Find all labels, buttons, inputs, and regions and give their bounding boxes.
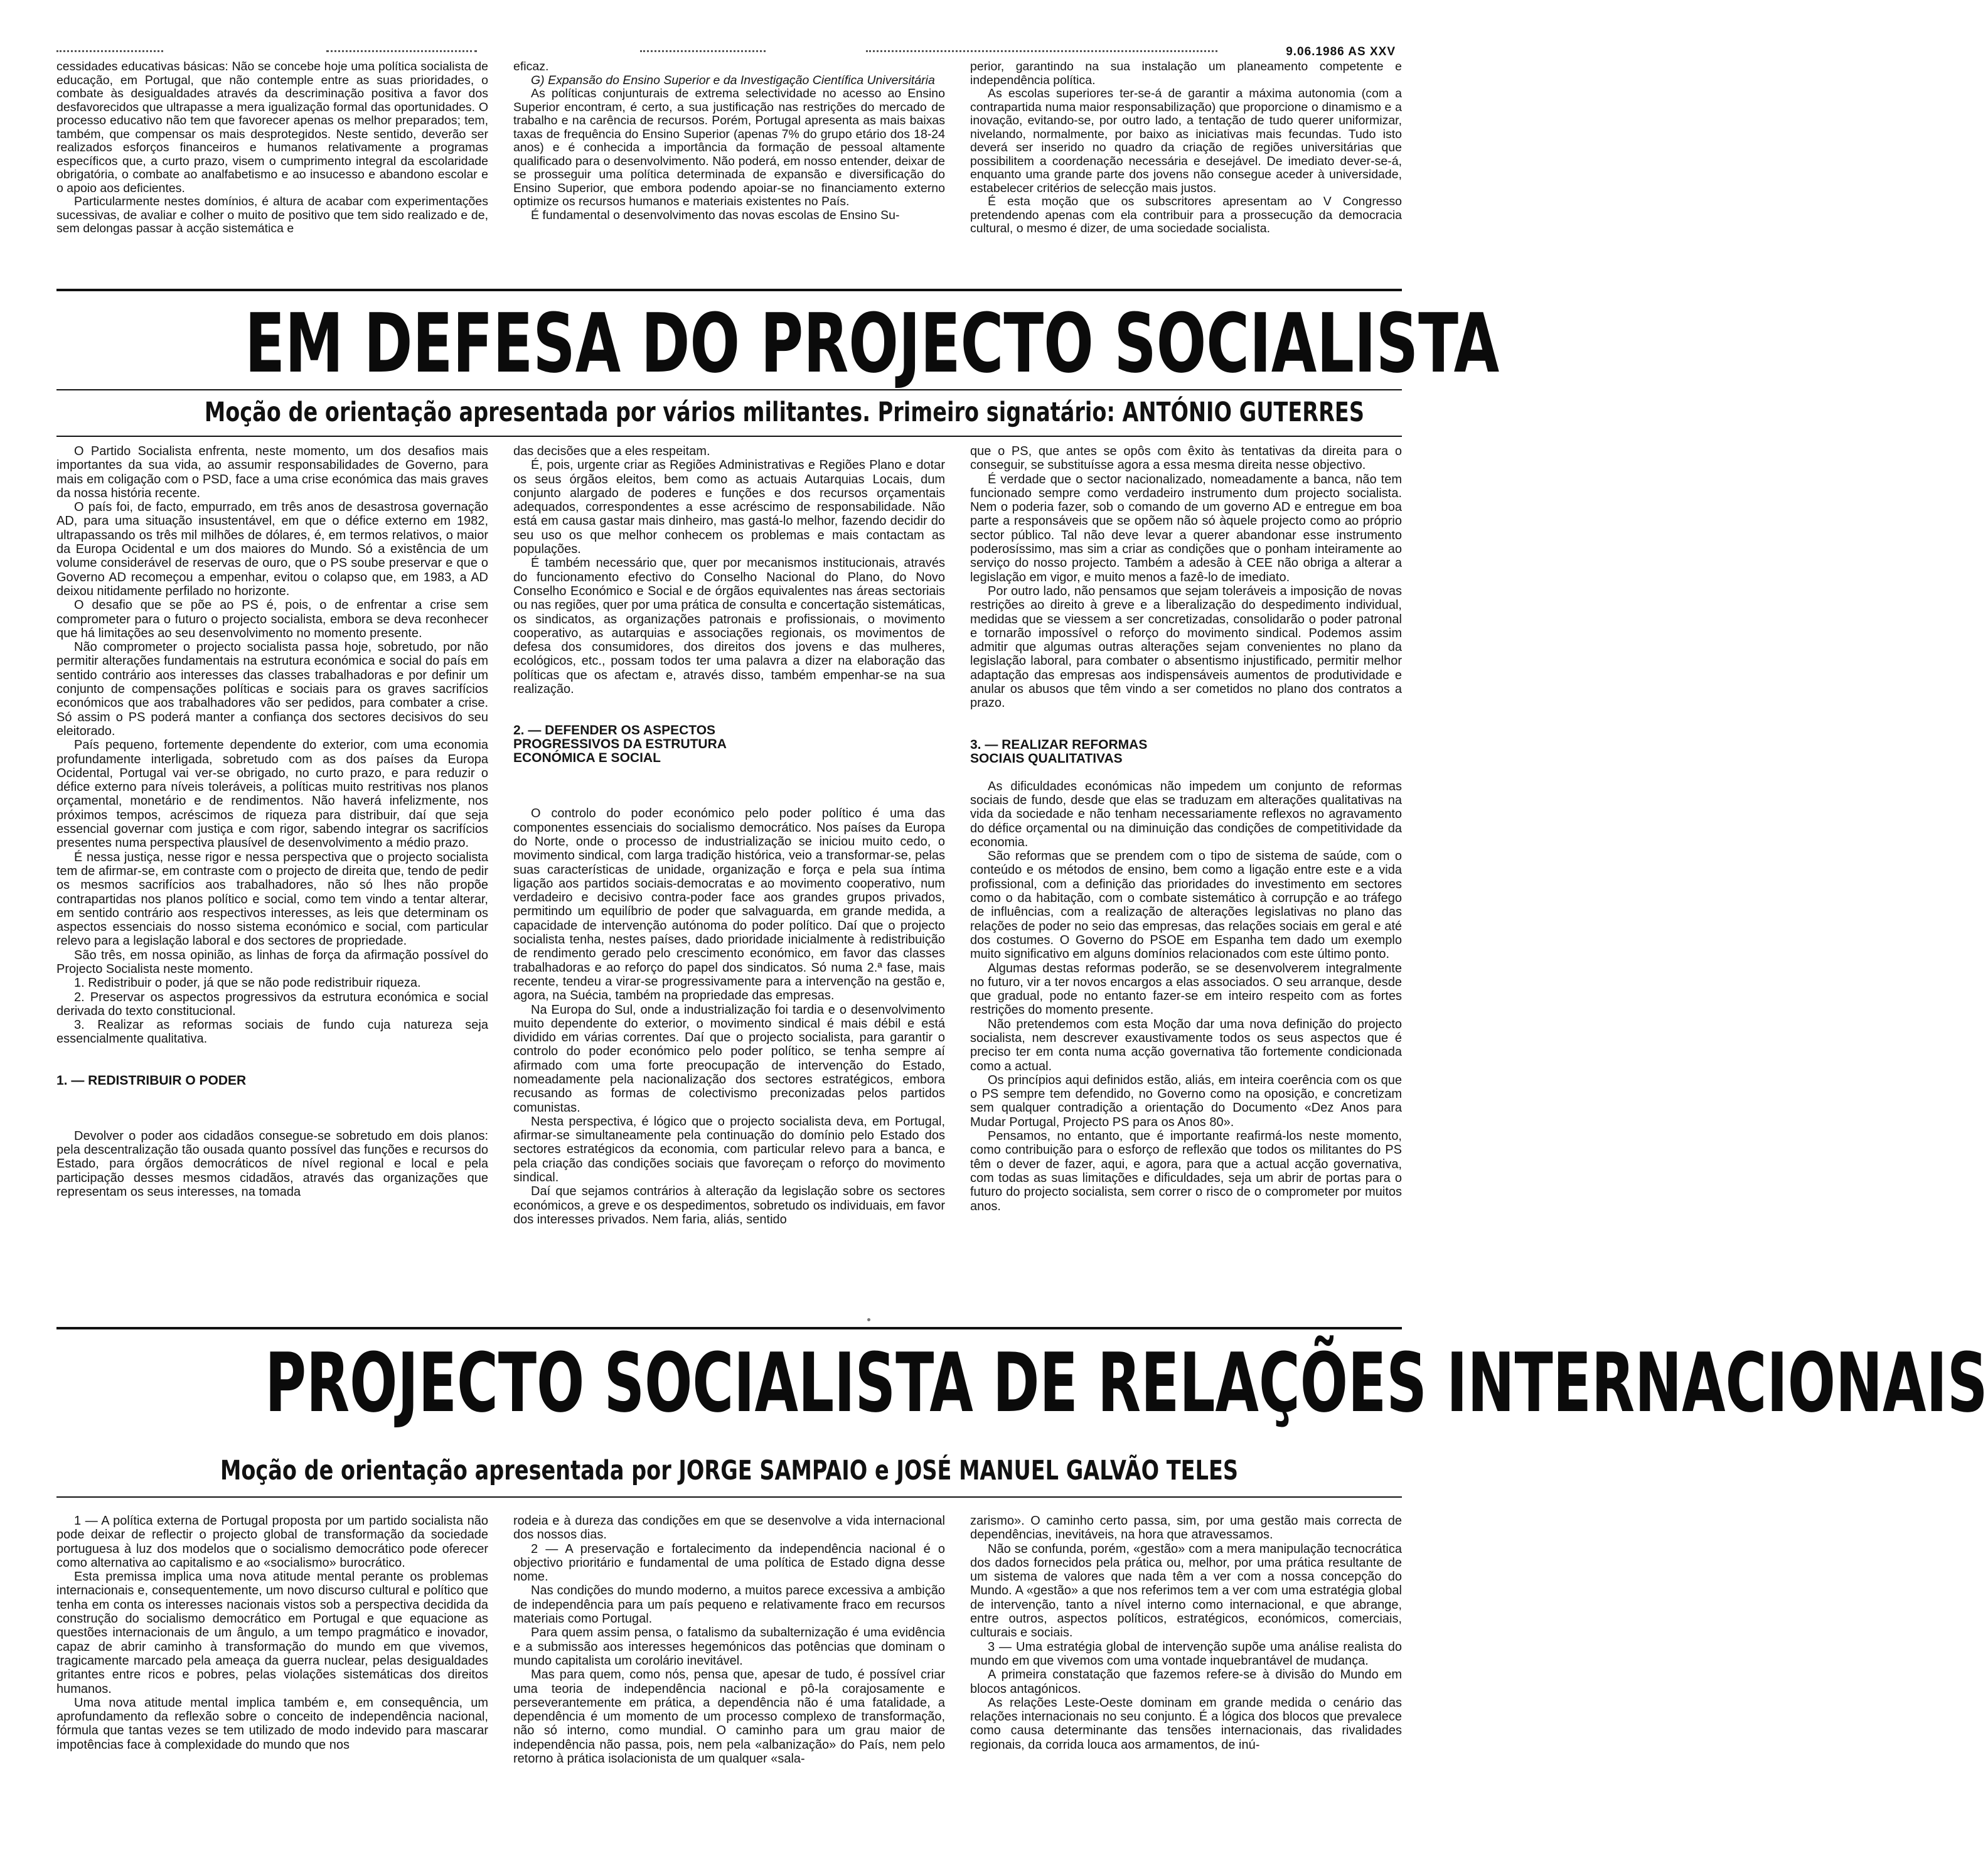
section-rule-middle (56, 1327, 1402, 1329)
paragraph: Os princípios aqui definidos estão, aliás, em inteira coerência com os que o PS sempre tem defendido, no Governo como na oposição, e concretizam sem qualquer contradição a orientação do Documento «Dez Anos para Mudar Portugal, Projecto PS para os Anos 80». (970, 1073, 1402, 1129)
subsection-heading: G) Expansão do Ensino Superior e da Investigação Científica Universitária (531, 73, 935, 87)
paragraph: É verdade que o sector nacionalizado, nomeadamente a banca, não tem funcionado sempre como verdadeiro instrumento dum projecto socialista. Nem o poderia fazer, sob o comando de um governo AD e entregue em boa parte a responsáveis que se opõem não só àquele projecto como ao próprio sector público. Tal não deve levar a querer abandonar esse instrumento poderosíssimo, mas sim a criar as condições que o ponham inteiramente ao serviço do nosso projecto. Também a adesão à CEE não obriga a alterar a legislação em vigor, e muito menos a fazê-lo de imediato. (970, 472, 1402, 584)
paragraph: São três, em nossa opinião, as linhas de força da afirmação possível do Projecto Socialista neste momento. (56, 948, 488, 976)
paragraph: Mas para quem, como nós, pensa que, apesar de tudo, é possível criar uma teoria de independência nacional e pô-la corajosamente e perseverantemente em prática, a dependência não é uma fatalidade, a dependência é um momento de um processo complexo de transformação, não só interno, como mundial. O caminho para um grau maior de independência não passa, pois, nem pela «albanização» do País, nem pelo retorno à prática isolacionista de um qualquer «sala- (513, 1668, 945, 1766)
paragraph: As políticas conjunturais de extrema selectividade no acesso ao Ensino Superior encontram, é certo, a sua justificação nas restrições do mercado de trabalho e na carência de recursos. Porém, Portugal apresenta as mais baixas taxas de frequência do Ensino Superior (apenas 7% do grupo etário dos 18-24 anos) e é conhecida a importância da formação de pessoal altamente qualificado para o desenvolvimento. Não poderá, em nosso entender, deixar de se prosseguir uma política determinada de expansão e diversificação do Ensino Superior, que embora podendo apoiar-se no financiamento externo optimize os recursos humanos e materiais existentes no País. (513, 87, 945, 208)
article-relacoes-internacionais (56, 1514, 1402, 1840)
top-dotted-rule-mid (326, 50, 477, 52)
paragraph: As escolas superiores ter-se-á de garantir a máxima autonomia (com a contrapartida numa maior responsabilização) que proporcione o dinamismo e a inovação, evitando-se, por outro lado, a tentação de tudo querer uniformizar, nivelando, normalmente, por baixo as iniciativas mais fecundas. Tudo isto deverá ser inserido no quadro da criação de regiões universitárias que possibilitem a coordenação necessária e desejável. De imediato dever-se-á, enquanto uma grande parte dos jovens não consegue aceder à universidade, estabelecer critérios de selecção mais justos. (970, 87, 1402, 195)
paragraph: O país foi, de facto, empurrado, em três anos de desastrosa governação AD, para uma situação insustentável, em que o défice externo em 1982, ultrapassando os três mil milhões de dólares, é, em termos relativos, o maior da Europa Ocidental e um dos maiores do Mundo. Só a existência de um volume considerável de reservas de ouro, que o PS soube preservar e que o Governo AD recomeçou a empenhar, evitou o colapso que, em 1983, a AD deixou nitidamente perfilado no horizonte. (56, 500, 488, 598)
paragraph: Devolver o poder aos cidadãos consegue-se sobretudo em dois planos: pela descentralização tão ousada quanto possível das funções e recursos do Estado, para órgãos democráticos de nível regional e local e pela participação desses mesmos cidadãos, através das organizações que representam os seus interesses, na tomada (56, 1129, 488, 1199)
top-dotted-rule-left (56, 50, 163, 52)
headline-projecto-socialista: EM DEFESA DO PROJECTO SOCIALISTA (245, 296, 1500, 391)
paragraph: Para quem assim pensa, o fatalismo da subalternização é uma evidência e a submissão aos interesses hegemónicos das potências que dominam o mundo capitalista um corolário inevitável. (513, 1626, 945, 1668)
article1-column-3 (970, 444, 1402, 1298)
paragraph: 2 — A preservação e fortalecimento da independência nacional é o objectivo prioritário e fundamental de uma política de Estado digna desse nome. (513, 1542, 945, 1584)
paragraph: 3 — Uma estratégia global de intervenção supõe uma análise realista do mundo em que vivemos com uma vontade inquebrantável de mudança. (970, 1640, 1402, 1668)
article2-column-3 (970, 1514, 1402, 1840)
paragraph: Daí que sejamos contrários à alteração da legislação sobre os sectores económicos, a greve e os despedimentos, sobretudo os individuais, em favor dos interesses privados. Nem faria, aliás, sentido (513, 1184, 945, 1227)
headline-underline (56, 389, 1402, 390)
list-item: 3. Realizar as reformas sociais de fundo cuja natureza seja essencialmente qualitativa. (56, 1018, 488, 1046)
article1-column-2 (513, 444, 945, 1298)
paragraph: perior, garantindo na sua instalação um planeamento competente e independência política. (970, 60, 1402, 87)
headline-relacoes-internacionais: PROJECTO SOCIALISTA DE RELAÇÕES INTERNACIONAIS (265, 1335, 1988, 1431)
deck2-underline (56, 1496, 1402, 1498)
print-speck (867, 1318, 870, 1321)
paragraph: Particularmente nestes domínios, é altura de acabar com experimentações sucessivas, de avaliar e colher o muito de positivo que tem sido realizado e de, sem delongas passar à acção sistemática e (56, 195, 488, 235)
deck-sampaio: Moção de orientação apresentada por JORGE SAMPAIO e JOSÉ MANUEL GALVÃO TELES (220, 1455, 1239, 1486)
article-em-defesa (56, 444, 1402, 1298)
section-rule-top (56, 289, 1402, 291)
continued-article (56, 60, 1402, 272)
section-heading: 1. — REDISTRIBUIR O PODER (56, 1073, 247, 1088)
paragraph: São reformas que se prendem com o tipo de sistema de saúde, com o conteúdo e os métodos de ensino, bem como a ligação entre este e a vida profissional, com a definição das prioridades do investimento em sectores como o da habitação, com o combate sistemático à corrupção e ao tráfego de influências, com a realização de alterações legislativas no plano das relações de poder no seio das empresas, das relações sociais em geral e até dos costumes. O Governo do PSOE em Espanha tem dado um exemplo muito significativo em alguns domínios relacionados com este último ponto. (970, 849, 1402, 962)
paragraph: Na Europa do Sul, onde a industrialização foi tardia e o desenvolvimento muito dependente do exterior, o movimento sindical é mais débil e está dividido em várias correntes. Daí que o projecto socialista, para garantir o controlo do poder económico pelo poder político, se tenha sempre aí afirmado com uma forte preocupação de intervenção do Estado, nomeadamente pela nacionalização dos sectores estratégicos, embora recusando as formas de colectivismo preconizadas pelos partidos comunistas. (513, 1002, 945, 1115)
paragraph: cessidades educativas básicas: Não se concebe hoje uma política socialista de educação, em Portugal, que não contemple entre as suas prioridades, o combate às desigualdades através da descriminação positiva a favor dos desfavorecidos que ultrapasse a mera igualização formal das oportunidades. O processo educativo não tem que favorecer apenas os melhor preparados; tem, também, que compensar os mais desprotegidos. Neste sentido, deverão ser realizados esforços financeiros e humanos relativamente a programas específicos que, a curto prazo, visem o cumprimento integral da escolaridade obrigatória, o combate ao analfabetismo e ao insucesso e abandono escolar e o apoio aos deficientes. (56, 60, 488, 195)
article2-column-2 (513, 1514, 945, 1840)
paragraph: É fundamental o desenvolvimento das novas escolas de Ensino Su- (531, 208, 900, 222)
deck-guterres: Moção de orientação apresentada por vários militantes. Primeiro signatário: ANTÓNIO GUTERRES (204, 397, 1364, 428)
paragraph: Nas condições do mundo moderno, a muitos parece excessiva a ambição de independência para um país pequeno e relativamente fraco em recursos materiais como Portugal. (513, 1584, 945, 1626)
top-dotted-rule-right (866, 50, 1217, 52)
paragraph: 1 — A política externa de Portugal proposta por um partido socialista não pode deixar de reflectir o projecto global de transformação da sociedade portuguesa à luz dos modelos que o socialismo democrático pode oferecer como alternativa ao capitalismo e ao «socialismo» burocrático. (56, 1514, 488, 1570)
list-item: 1. Redistribuir o poder, já que se não pode redistribuir riqueza. (74, 976, 421, 990)
paragraph: que o PS, que antes se opôs com êxito às tentativas da direita para o conseguir, se substituísse agora a essa mesma direita nesse objectivo. (970, 444, 1402, 473)
paragraph: A primeira constatação que fazemos refere-se à divisão do Mundo em blocos antagónicos. (970, 1668, 1402, 1696)
paragraph: O Partido Socialista enfrenta, neste momento, um dos desafios mais importantes da sua vida, ao assumir responsabilidades de Governo, para mais em coligação com o PSD, face a uma crise económica das mais graves da nossa história recente. (56, 444, 488, 500)
paragraph: Esta premissa implica uma nova atitude mental perante os problemas internacionais e, consequentemente, um novo discurso cultural e político que tenha em conta os interesses nacionais vistos sob a perspectiva decidida da construção do socialismo democrático em Portugal e que equacione as questões internacionais de um ângulo, a um tempo pragmático e inovador, capaz de abrir caminho à transformação do mundo em que vivemos, tragicamente marcado pela ameaça da guerra nuclear, pelas desigualdades gritantes entre ricos e pobres, pelas violações sistemáticas dos direitos humanos. (56, 1570, 488, 1696)
section-heading: 3. — REALIZAR REFORMAS SOCIAIS QUALITATIVAS (970, 737, 1148, 766)
continued-column-1 (56, 60, 488, 272)
paragraph: Por outro lado, não pensamos que sejam toleráveis a imposição de novas restrições ao direito à greve e a liberalização do despedimento individual, medidas que se viessem a ser concretizadas, consolidarão o poder patronal e tornarão impossível o reforço do movimento sindical. Podemos assim admitir que algumas outras alterações sejam convenientes no plano da legislação laboral, para combater o absentismo injustificado, permitir melhor adaptação das empresas aos indispensáveis aumentos de produtividade e anular os abusos que têm vindo a ser cometidos no plano dos contratos a prazo. (970, 584, 1402, 711)
paragraph: zarismo». O caminho certo passa, sim, por uma gestão mais correcta de dependências, inevitáveis, na hora que atravessamos. (970, 1514, 1402, 1542)
paragraph: Não comprometer o projecto socialista passa hoje, sobretudo, por não permitir alterações fundamentais na estrutura económica e social do país em sentido contrário aos interesses das classes trabalhadoras e por definir um conjunto de compensações políticas e sociais para os graves sacrifícios económicos que aos trabalhadores vão ser pedidos, para combater a crise. Só assim o PS poderá manter a confiança dos sectores decisivos do seu eleitorado. (56, 640, 488, 738)
article2-column-1 (56, 1514, 488, 1840)
paragraph: rodeia e à dureza das condições em que se desenvolve a vida internacional dos nossos dias. (513, 1514, 945, 1542)
paragraph: As dificuldades económicas não impedem um conjunto de reformas sociais de fundo, desde que elas se traduzam em alterações qualitativas na vida da sociedade e não tenham necessariamente reflexos no agravamento do défice orçamental ou na diminuição das condições de competitividade da economia. (970, 779, 1402, 849)
continued-column-3 (970, 60, 1402, 272)
paragraph: eficaz. (513, 60, 549, 73)
paragraph: Não pretendemos com esta Moção dar uma nova definição do projecto socialista, nem descrever exaustivamente todos os seus aspectos que é preciso ter em conta numa acção governativa tão fortemente condicionada como a actual. (970, 1017, 1402, 1073)
paragraph: das decisões que a eles respeitam. (513, 444, 710, 458)
paragraph: O desafio que se põe ao PS é, pois, o de enfrentar a crise sem comprometer para o futuro o projecto socialista, embora se deva reconhecer que há limitações ao seu desenvolvimento no momento presente. (56, 598, 488, 640)
paragraph: As relações Leste-Oeste dominam em grande medida o cenário das relações internacionais no seu conjunto. É a lógica dos blocos que prevalece como causa determinante das tensões internacionais, das rivalidades regionais, da corrida louca aos armamentos, de inú- (970, 1695, 1402, 1752)
paragraph: Nesta perspectiva, é lógico que o projecto socialista deva, em Portugal, afirmar-se simultaneamente pela continuação do domínio pelo Estado dos sectores estratégicos da economia, com particular relevo para a banca, e pela criação das condições sociais que favoreçam o reforço do movimento sindical. (513, 1114, 945, 1185)
paragraph: É esta moção que os subscritores apresentam ao V Congresso pretendendo apenas com ela contribuir para a prossecução da democracia cultural, o mesmo é dizer, de uma sociedade socialista. (970, 195, 1402, 235)
deck-underline (56, 436, 1402, 437)
paragraph: País pequeno, fortemente dependente do exterior, com uma economia profundamente interligada, sobretudo com as dos países da Europa Ocidental, Portugal vai ver-se obrigado, no curto prazo, e para reduzir o défice externo para níveis toleráveis, a políticas muito restritivas nos planos orçamental, monetário e de rendimentos. Não haverá infelizmente, nos próximos tempos, acréscimos de riqueza para distribuir, daí que seja essencial governar com justiça e com rigor, sabendo integrar os sacrifícios presentes numa perspectiva plausível de desenvolvimento a médio prazo. (56, 738, 488, 851)
page-folio: 9.06.1986 AS XXV (1286, 45, 1396, 58)
paragraph: É também necessário que, quer por mecanismos institucionais, através do funcionamento efectivo do Conselho Nacional do Plano, do Novo Conselho Económico e Social e de órgãos equivalentes nas áreas sectoriais ou nas regiões, quer por uma prática de consulta e concertação sistemáticas, os sindicatos, as organizações patronais e profissionais, o movimento cooperativo, as autarquias e associações regionais, os movimentos de defesa dos consumidores, dos direitos dos jovens e das mulheres, ecológicos, etc., possam todos ter uma palavra a dizer na elaboração das políticas que os afectam e, através disso, também empenhar-se na sua realização. (513, 556, 945, 697)
paragraph: O controlo do poder económico pelo poder político é uma das componentes essenciais do socialismo democrático. Nos países da Europa do Norte, onde o processo de industrialização se iniciou muito cedo, o movimento sindical, com larga tradição histórica, veio a transformar-se, pelas suas características de unidade, organização e força e pela sua íntima ligação aos partidos sociais-democratas e ao movimento cooperativo, num verdadeiro e decisivo contra-poder face aos grandes grupos privados, permitindo um equilíbrio de poder que salvaguarda, em grande medida, a capacidade de intervenção autónoma do poder político. Daí que o projecto socialista tenha, nestes países, dado prioridade inicialmente à redistribuição de rendimento gerado pelo crescimento económico, em favor das classes trabalhadoras e ao reforço do papel dos sindicatos. Só numa 2.ª fase, mais recente, tendeu a virar-se progressivamente para a intervenção na gestão e, agora, na Suécia, também na propriedade das empresas. (513, 807, 945, 1003)
paragraph: É, pois, urgente criar as Regiões Administrativas e Regiões Plano e dotar os seus órgãos eleitos, bem como as actuais Autarquias Locais, dum conjunto alargado de poderes e funções e dos recursos orçamentais adequados, correspondentes a esse acréscimo de responsabilidade. Não está em causa gastar mais dinheiro, mas gastá-lo melhor, fazendo decidir do seu uso os que melhor conhecem os problemas e mais contactam as populações. (513, 458, 945, 557)
paragraph: Uma nova atitude mental implica também e, em consequência, um aprofundamento da reflexão sobre o conceito de independência nacional, fórmula que tantas vezes se tem utilizado de modo indevido para mascarar impotências face à complexidade do mundo que nos (56, 1695, 488, 1752)
paragraph: É nessa justiça, nesse rigor e nessa perspectiva que o projecto socialista tem de afirmar-se, em contraste com o projecto de direita que, tendo de pedir os mesmos sacrifícios aos trabalhadores, não só lhes não propõe contrapartidas nos planos político e social, como tem vindo a tentar alterar, em sentido contrário aos respectivos interesses, as leis que determinam os aspectos essenciais do nosso sistema económico e social, com particular relevo para a legislação laboral e dos sectores de propriedade. (56, 850, 488, 948)
list-item: 2. Preservar os aspectos progressivos da estrutura económica e social derivada do texto constitucional. (56, 990, 488, 1018)
paragraph: Pensamos, no entanto, que é importante reafirmá-los neste momento, como contribuição para o esforço de reflexão que todos os militantes do PS têm o dever de fazer, aqui, e agora, para que a actual acção governativa, com todas as suas limitações e dificuldades, seja um abrir de portas para o futuro do projecto socialista, sem correr o risco de o comprometer por muitos anos. (970, 1129, 1402, 1213)
section-heading: 2. — DEFENDER OS ASPECTOS PROGRESSIVOS DA ESTRUTURA ECONÓMICA E SOCIAL (513, 723, 727, 766)
article1-column-1 (56, 444, 488, 1298)
paragraph: Não se confunda, porém, «gestão» com a mera manipulação tecnocrática dos dados fornecidos pela prática ou, melhor, por uma prática resultante de um sistema de valores que nada têm a ver com a nossa concepção do Mundo. A «gestão» a que nos referimos tem a ver com uma estratégia global de intervenção, tanto a nível interno como internacional, e que abrange, entre outros, aspectos políticos, estratégicos, económicos, comerciais, culturais e sociais. (970, 1542, 1402, 1640)
paragraph: Algumas destas reformas poderão, se se desenvolverem integralmente no futuro, vir a ter novos encargos a elas associados. O seu arranque, desde que gradual, pode no entanto fazer-se em inteiro respeito com as fortes restrições do momento presente. (970, 961, 1402, 1017)
top-dotted-rule-center (640, 50, 766, 52)
continued-column-2 (513, 60, 945, 272)
